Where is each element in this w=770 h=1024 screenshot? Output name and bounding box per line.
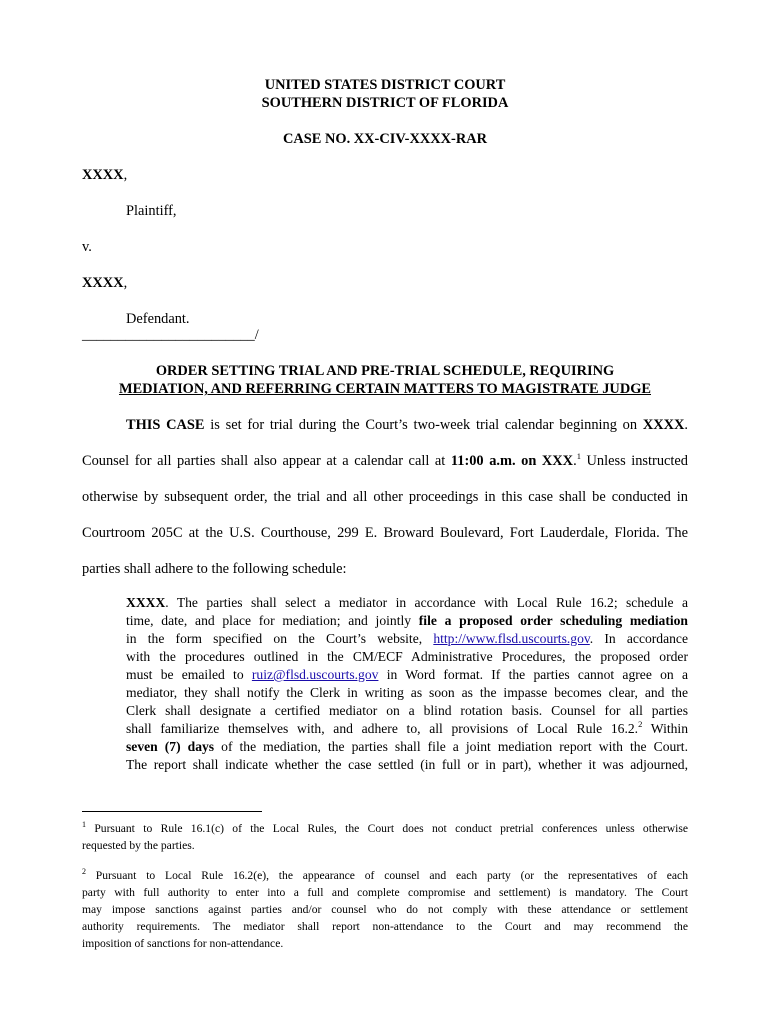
schedule-line-8: shall familiarize themselves with, and adhere to, all provisions of Local Rule 16.2.$^2$ Within — [126, 719, 688, 736]
footnote-2-mark: 2 — [82, 867, 86, 876]
schedule-line-7: Clerk shall designate a certified mediator on a blind rotation basis. Counsel for all parties — [126, 703, 688, 718]
versus: v. — [82, 239, 92, 255]
schedule-line-4: with the procedures outlined in the CM/ECF Administrative Procedures, the proposed order — [126, 649, 688, 664]
plaintiff-name: XXXX — [82, 167, 124, 183]
defendant-name: XXXX — [82, 275, 124, 291]
footnote-ref-2[interactable]: 2 — [638, 719, 643, 729]
para1-line-5: parties shall adhere to the following schedule: — [82, 561, 347, 577]
para1-line-4: Courtroom 205C at the U.S. Courthouse, 299 E. Broward Boulevard, Fort Lauderdale, Florida. The — [82, 525, 688, 541]
schedule-line-6: mediator, they shall notify the Clerk in writing as soon as the impasse becomes clear, and the — [126, 685, 688, 700]
court-website-link[interactable]: http://www.flsd.uscourts.gov — [433, 631, 590, 646]
para1-line-3: otherwise by subsequent order, the trial and all other proceedings in this case shall be conducted in — [82, 489, 688, 505]
order-title-line-1: ORDER SETTING TRIAL AND PRE-TRIAL SCHEDULE, REQUIRING — [155, 363, 615, 379]
schedule-line-3: in the form specified on the Court’s website, http://www.flsd.uscourts.gov. In accordance — [126, 631, 688, 646]
plaintiff-line — [82, 166, 127, 184]
schedule-line-2: time, date, and place for mediation; and jointly file a proposed order scheduling mediation — [126, 613, 688, 628]
case-number: CASE NO. XX-CIV-XXXX-RAR — [283, 131, 487, 147]
defendant-comma: , — [123, 275, 128, 291]
schedule-line-5: must be emailed to ruiz@flsd.uscourts.gov in Word format. If the parties cannot agree on a — [126, 667, 688, 682]
schedule-line-9: seven (7) days of the mediation, the parties shall file a joint mediation report with the Court. — [126, 739, 688, 754]
defendant-role: Defendant. — [126, 311, 190, 327]
schedule-line-1: XXXX. The parties shall select a mediator in accordance with Local Rule 16.2; schedule a — [126, 595, 688, 610]
footnote-separator — [82, 811, 262, 812]
court-name: UNITED STATES DISTRICT COURT — [264, 77, 506, 93]
schedule-line-10: The report shall indicate whether the case settled (in full or in part), whether it was adjourned, — [126, 757, 688, 772]
schedule-block — [126, 594, 688, 774]
plaintiff-role: Plaintiff, — [126, 203, 177, 219]
para1-line-1: THIS CASE is set for trial during the Court’s two-week trial calendar beginning on XXXX. — [126, 417, 688, 433]
para1-line-2: Counsel for all parties shall also appear at a calendar call at 11:00 a.m. on XXX.$^1$ Unless instructed — [82, 451, 688, 469]
defendant-line — [82, 274, 127, 292]
footnote-1-mark: 1 — [82, 820, 86, 829]
district-name: SOUTHERN DISTRICT OF FLORIDA — [261, 95, 509, 111]
footnote-1: $^1$ Pursuant to Rule 16.1(c) of the Local Rules, the Court does not conduct pretrial conferences unless otherwise requested by the parties. — [82, 820, 688, 852]
caption-rule: ________________________/ — [82, 327, 259, 343]
email-link[interactable]: ruiz@flsd.uscourts.gov — [251, 667, 379, 682]
plaintiff-comma: , — [123, 167, 128, 183]
footnote-ref-1[interactable]: 1 — [576, 451, 581, 461]
order-title-line-2: MEDIATION, AND REFERRING CERTAIN MATTERS TO MAGISTRATE JUDGE — [118, 381, 651, 397]
footnote-2: $^2$ Pursuant to Local Rule 16.2(e), the appearance of counsel and each party (or the representatives of each party with full authority to enter into a full and complete compromise and settlement) is mandatory. The Court may impose sanctions against parties and/or counsel who do not comply with these attendance or settlement authority requirements. The mediator shall report non-attendance to the Court and may recommend the imposition of sanctions for non-attendance. — [82, 867, 688, 950]
